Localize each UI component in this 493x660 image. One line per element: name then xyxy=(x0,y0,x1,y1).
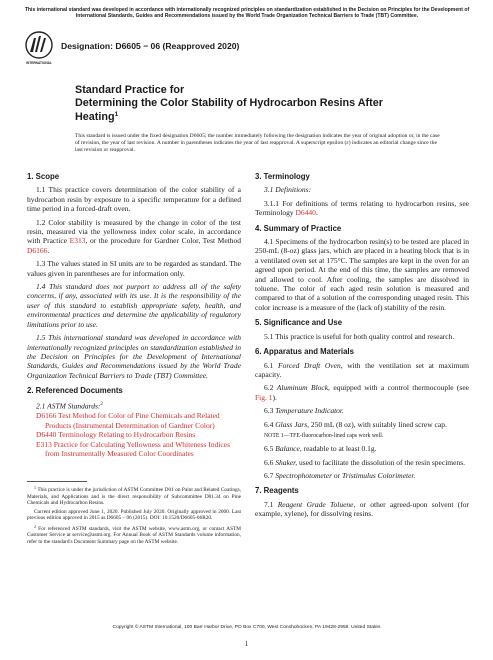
right-column xyxy=(255,172,469,523)
ref-link-d6440[interactable]: D6440 xyxy=(36,430,57,440)
paragraph-6-1: 6.1 Forced Draft Oven, with the ventilation set at maximum capacity. xyxy=(255,360,470,379)
link-d6166[interactable]: D6166 xyxy=(27,245,48,255)
paragraph-1-5: 1.5 This international standard was developed in accordance with internationally recognized principles on standardization established in the Decision on Principles for the Development of International Standards, Guides and Recommendations issued by the World Trade Organization Technical Barriers to Trade (TBT) Committee. xyxy=(27,333,241,380)
link-e313[interactable]: E313 xyxy=(69,236,86,246)
link-d6440[interactable]: D6440 xyxy=(295,208,316,218)
title-line-1: Standard Practice for xyxy=(75,84,185,96)
paragraph-1-3: 1.3 The values stated in SI units are to be regarded as standard. The values given in parentheses are for information only. xyxy=(27,259,241,278)
section-header-referenced-documents: 2. Referenced Documents xyxy=(27,386,123,396)
paragraph-6-3: 6.3 Temperature Indicator. xyxy=(264,406,344,416)
section-header-reagents: 7. Reagents xyxy=(255,486,299,496)
astm-logo xyxy=(24,30,54,68)
title-footnote-mark: 1 xyxy=(114,111,119,119)
section-header-summary: 4. Summary of Practice xyxy=(255,223,342,233)
title-line-3: Heating$^1$ xyxy=(75,111,119,124)
svg-text:INTERNATIONAL: INTERNATIONAL xyxy=(26,61,52,65)
link-fig-1[interactable]: Fig. 1 xyxy=(255,392,273,402)
paragraph-5-1: 5.1 This practice is useful for both quality control and research. xyxy=(264,331,455,341)
footnotes xyxy=(27,481,241,547)
reference-item: D6166 Test Method for Color of Pine Chemicals and Related Products (Instrumental Determination of Gardner Color) xyxy=(36,411,220,430)
paragraph-6-6: 6.6 Shaker, used to facilitate the dissolution of the resin specimens. xyxy=(264,457,466,467)
paragraph-7-1: 7.1 Reagent Grade Toluene, or other agreed-upon solvent (for example, xylene), for dissolving resins. xyxy=(255,499,469,519)
paragraph-6-7: 6.7 Spectrophotometer or Tristimulus Colorimeter. xyxy=(264,470,416,480)
paragraph-6-2: 6.2 Aluminum Block, equipped with a control thermocouple (see Fig. 1). xyxy=(255,383,469,402)
paragraph-3-1: 3.1 Definitions: xyxy=(264,185,312,195)
paragraph-6-5: 6.5 Balance, readable to at least 0.1g. xyxy=(264,444,377,454)
section-header-apparatus: 6. Apparatus and Materials xyxy=(255,347,354,357)
left-column xyxy=(27,172,241,458)
section-header-significance: 5. Significance and Use xyxy=(255,318,343,328)
reference-item: D6440 Terminology Relating to Hydrocarbon Resins xyxy=(36,430,196,440)
page-number: 1 xyxy=(244,640,249,648)
paragraph-1-1: 1.1 This practice covers determination of the color stability of a hydrocarbon resin by exposure to a specific temperature for a defined time period in a forced-draft oven. xyxy=(27,185,241,214)
paragraph-4-1: 4.1 Specimens of the hydrocarbon resin(s) to be tested are placed in 250-mL (8-oz) glass jars, which are placed in a heating block that is in a ventilated oven set at 175°C. The samples are kept in the oven for an agreed upon period. At the end of this time, the samples are removed and allowed to cool. After cooling, the samples are dissolved in toluene. The color of each aged resin solution is measured and compared to that of a solution of the corresponding unaged resin. This color increase is a measure of the (lack of) stability of the resin. xyxy=(255,237,469,312)
document-title xyxy=(75,84,435,124)
issued-note: This standard is issued under the fixed designation D6605; the number immediately following the designation indicates the year of original adoption or, in the case of revision, the year of last revision. A number in parentheses indicates the year of last reapproval. A superscript epsilon (ε) indicates an editorial change since the last revision or reapproval. xyxy=(75,133,440,153)
paragraph-1-2: 1.2 Color stability is measured by the change in color of the test resin, measured via the yellowness index color scale, in accordance with Practice E313, or the procedure for Gardner Color, Test Method D6166. xyxy=(27,217,241,255)
note-1: NOTE 1—TFE-fluorocarbon-lined caps work well. xyxy=(264,432,384,439)
section-header-terminology: 3. Terminology xyxy=(255,172,310,181)
designation: Designation: D6605 − 06 (Reapproved 2020) xyxy=(61,41,240,51)
footnote-2: $^2$ For referenced ASTM standards, visit the ASTM website, www.astm.org, or contact ASTM Customer Service at service@astm.org. For Annual Book of ASTM Standards volume information, refer to the standard's Document Summary page on the ASTM website. xyxy=(27,523,242,545)
paragraph-1-4: 1.4 This standard does not purport to address all of the safety concerns, if any, associated with its use. It is the responsibility of the user of this standard to establish appropriate safety, health, and environmental practices and determine the applicability of regulatory limitations prior to use. xyxy=(27,282,241,329)
paragraph-6-4: 6.4 Glass Jars, 250 mL (8 oz), with suitably lined screw cap. xyxy=(264,419,447,429)
reference-item: E313 Practice for Calculating Yellowness and Whiteness Indices from Instrumentally Measured Color Coordinates xyxy=(36,439,230,459)
footnote-1: $^1$ This practice is under the jurisdiction of ASTM Committee D01 on Paint and Related Coatings, Materials, and Applications and is the direct responsibility of Subcommittee D01.34 on Pine Chemicals and Hydrocarbon Resins. xyxy=(27,485,241,506)
copyright-line: Copyright © ASTM International, 100 Barr Harbor Drive, PO Box C700, West Conshohocken, PA 19428-2959. United States xyxy=(112,625,381,630)
section-header-scope: 1. Scope xyxy=(27,172,60,181)
footnote-rule xyxy=(27,481,87,482)
title-line-2: Determining the Color Stability of Hydrocarbon Resins After xyxy=(75,96,383,109)
footnote-1-edition: Current edition approved June 1, 2020. Published July 2020. Originally approved in 2000. Last previous edition approved in 2015 as D6605 – 06 (2015). DOI: 10.1520/D6605-06R20. xyxy=(27,508,241,521)
ref-link-d6166[interactable]: D6166 xyxy=(36,411,57,421)
paragraph-2-1: 2.1 ASTM Standards:$^2$ xyxy=(36,401,103,411)
tbt-notice: This international standard was developed in accordance with internationally recognized principles on standardization established in the Decision on Principles for the Development of International Standards, Guides and Recommendations issued by the World Trade Organization Technical Barriers to Trade (TBT) Committee. xyxy=(24,7,470,20)
paragraph-3-1-1: 3.1.1 For definitions of terms relating to hydrocarbon resins, see Terminology D6440. xyxy=(255,198,469,218)
ref-link-e313[interactable]: E313 xyxy=(36,439,52,449)
